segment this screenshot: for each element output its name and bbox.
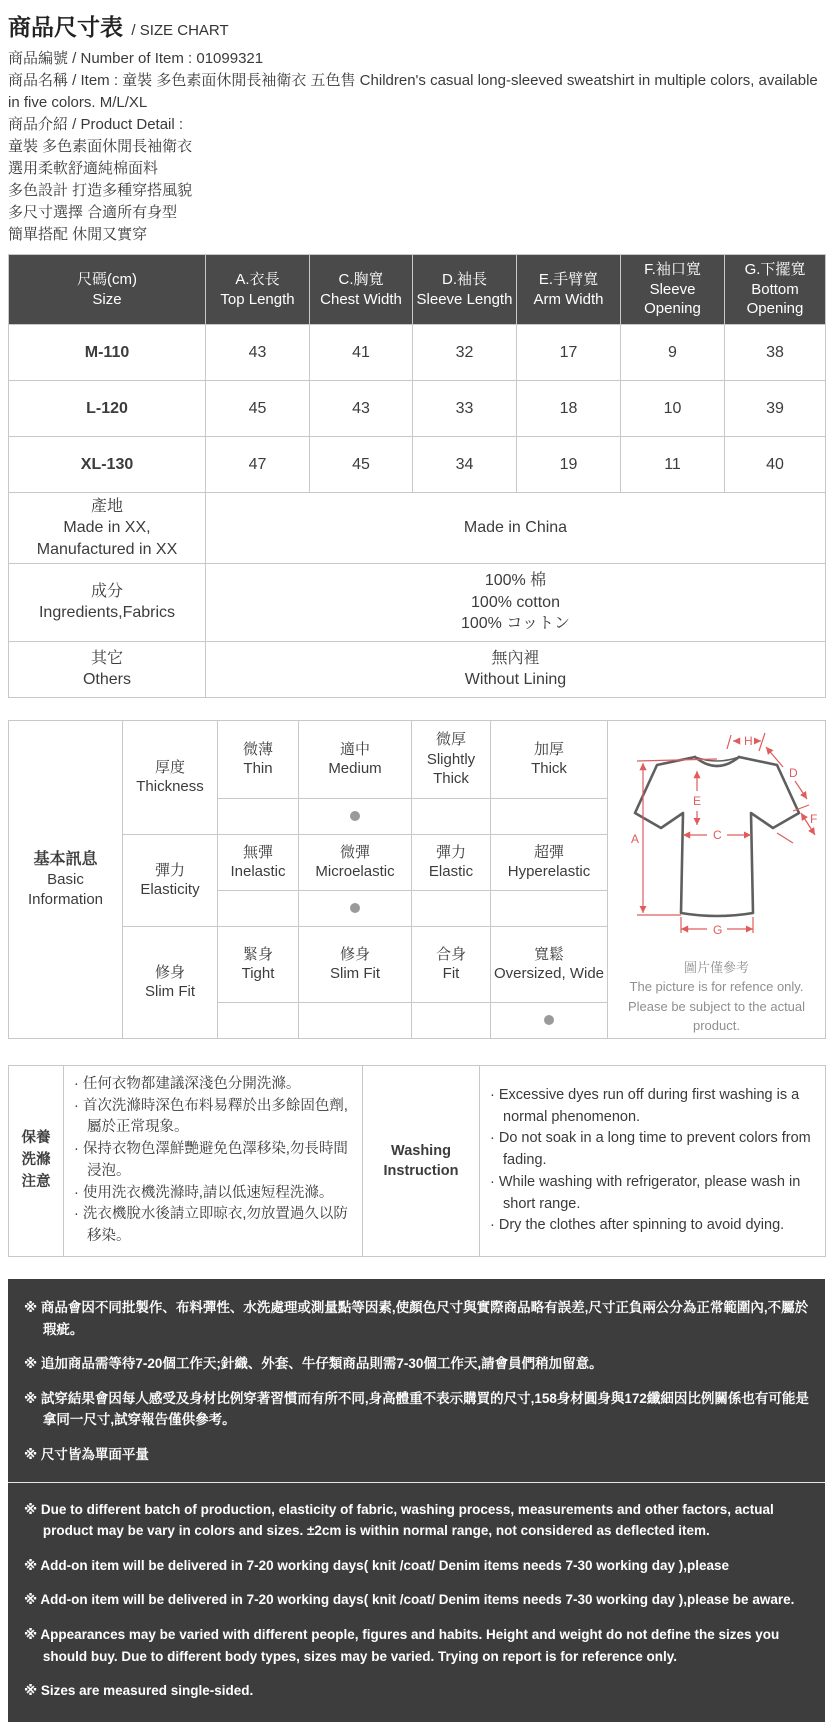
tshirt-measure-diagram [608, 720, 826, 1038]
others-row [9, 641, 826, 697]
header-block [8, 14, 825, 246]
size-value-cell: 18 [517, 381, 621, 437]
option-cell: 彈力 Elastic [412, 834, 491, 890]
marker-cell [412, 890, 491, 926]
option-cell: 修身 Slim Fit [299, 926, 412, 1002]
elasticity-label: 彈力 Elasticity [123, 834, 218, 926]
marker-cell [491, 890, 608, 926]
washing-note: · Do not soak in a long time to prevent colors from fading. [490, 1128, 819, 1172]
size-col-header: C.胸寬 Chest Width [310, 255, 413, 325]
item-number-line: 商品編號 / Number of Item : 01099321 [8, 49, 264, 67]
footer-note-zh: ※ 追加商品需等待7-20個工作天;針織、外套、牛仔類商品則需7-30個工作天,請會員們稍加留意。 [24, 1356, 603, 1372]
product-detail-line: 多色設計 打造多種穿搭風貌 [8, 181, 193, 199]
selected-dot [350, 903, 360, 913]
size-value-cell: 43 [310, 381, 413, 437]
size-value-cell: 38 [725, 325, 826, 381]
others-label: 其它 Others [9, 641, 206, 697]
svg-text:E: E [692, 793, 701, 808]
option-cell: 微薄 Thin [218, 720, 299, 798]
fabric-value: 100% 棉 100% cotton 100% コットン [206, 564, 826, 642]
size-value-cell: 43 [206, 325, 310, 381]
option-cell: 寬鬆 Oversized, Wide [491, 926, 608, 1002]
marker-cell [412, 1002, 491, 1038]
product-detail-line: 多尺寸選擇 合適所有身型 [8, 203, 178, 221]
option-cell: 微厚 Slightly Thick [412, 720, 491, 798]
washing-note: · 保持衣物色澤鮮艷避免色澤移染,勿長時間浸泡。 [74, 1139, 356, 1183]
washing-note: · Dry the clothes after spinning to avoid dying. [490, 1215, 819, 1237]
size-col-header: D.袖長 Sleeve Length [413, 255, 517, 325]
footer-note-en: ※ Add-on item will be delivered in 7-20 working days( knit /coat/ Denim items needs 7-30 working day ),please [24, 1557, 730, 1573]
size-row-l-120 [9, 381, 826, 437]
footer-note-zh: ※ 商品會因不同批製作、布料彈性、水洗處理或測量點等因素,使顏色尺寸與實際商品略有誤差,尺寸正負兩公分為正常範圍內,不屬於瑕疵。 [24, 1299, 809, 1337]
basic-info-table [8, 720, 826, 1039]
fabric-label: 成分 Ingredients,Fabrics [9, 564, 206, 642]
fabric-row [9, 564, 826, 642]
size-value-cell: 9 [621, 325, 725, 381]
fit-label: 修身 Slim Fit [123, 926, 218, 1038]
option-cell: 超彈 Hyperelastic [491, 834, 608, 890]
marker-cell [218, 798, 299, 834]
svg-text:G: G [712, 922, 722, 937]
size-col-header: G.下擺寬 Bottom Opening [725, 255, 826, 325]
size-col-header: E.手臂寬 Arm Width [517, 255, 621, 325]
washing-row [9, 1065, 826, 1256]
marker-cell-selected [299, 798, 412, 834]
page-title-en: / SIZE CHART [131, 22, 229, 39]
marker-cell [491, 798, 608, 834]
svg-text:A: A [630, 831, 639, 846]
svg-text:C: C [712, 827, 722, 842]
size-name-cell: L-120 [9, 381, 206, 437]
washing-notes-en [480, 1065, 826, 1256]
option-cell: 緊身 Tight [218, 926, 299, 1002]
thickness-label: 厚度 Thickness [123, 720, 218, 834]
size-col-header: F.袖口寬 Sleeve Opening [621, 255, 725, 325]
size-table-header-row [9, 255, 826, 325]
size-col-header: 尺碼(cm) Size [9, 255, 206, 325]
option-cell: 微彈 Microelastic [299, 834, 412, 890]
washing-note: · 首次洗滌時深色布料易釋於出多餘固色劑,屬於正常現象。 [74, 1096, 356, 1140]
selected-dot [350, 811, 360, 821]
svg-text:D: D [788, 765, 798, 780]
product-detail-line: 選用柔軟舒適純棉面料 [8, 159, 159, 177]
size-value-cell: 47 [206, 437, 310, 493]
page-title [8, 14, 825, 42]
size-value-cell: 19 [517, 437, 621, 493]
size-table [8, 254, 826, 698]
marker-cell [299, 1002, 412, 1038]
size-value-cell: 10 [621, 381, 725, 437]
washing-instruction-title: Washing Instruction [363, 1065, 480, 1256]
size-value-cell: 40 [725, 437, 826, 493]
washing-note: · 使用洗衣機洗滌時,請以低速短程洗滌。 [74, 1183, 356, 1205]
item-name-line: 商品名稱 / Item : 童裝 多色素面休閒長袖衛衣 五色售 Children's casual long-sleeved sweatshirt in multiple colors, available in five colors. M/L/XL [8, 71, 818, 111]
washing-note: · While washing with refrigerator, please wash in short range. [490, 1172, 819, 1216]
origin-row [9, 493, 826, 564]
diagram-caption: 圖片僅參考 The picture is for refence only. Please be subject to the actual product. [627, 959, 806, 1034]
footer-note-zh: ※ 尺寸皆為單面平量 [24, 1446, 149, 1462]
size-value-cell: 39 [725, 381, 826, 437]
basic-info-title: 基本訊息 Basic Information [9, 720, 123, 1038]
size-col-header: A.衣長 Top Length [206, 255, 310, 325]
page-title-zh: 商品尺寸表 [8, 14, 123, 40]
size-value-cell: 34 [413, 437, 517, 493]
size-value-cell: 33 [413, 381, 517, 437]
svg-text:H: H [743, 733, 753, 748]
product-detail-label: 商品介紹 / Product Detail : [8, 115, 184, 133]
thickness-options-row [9, 720, 826, 798]
marker-cell-selected [491, 1002, 608, 1038]
size-value-cell: 45 [206, 381, 310, 437]
washing-notes-zh [64, 1065, 363, 1256]
tshirt-diagram-svg [617, 723, 817, 948]
size-value-cell: 41 [310, 325, 413, 381]
footer-note-en: ※ Due to different batch of production, elasticity of fabric, washing process, measurements and other factors, actual product may be vary in colors and sizes. ±2cm is within normal range, not considered as deflected item. [24, 1501, 774, 1539]
footer-note-en: ※ Appearances may be varied with different people, figures and habits. Height and weight do not define the sizes you should buy. Due to different body types, sizes may be varied. Trying on report is for reference only. [24, 1626, 780, 1664]
others-value: 無內裡 Without Lining [206, 641, 826, 697]
footer-divider [8, 1482, 825, 1483]
footer-notes [8, 1279, 825, 1722]
product-detail-line: 簡單搭配 休閒又實穿 [8, 225, 148, 243]
size-row-m-110 [9, 325, 826, 381]
size-name-cell: XL-130 [9, 437, 206, 493]
marker-cell [412, 798, 491, 834]
product-detail-line: 童裝 多色素面休閒長袖衛衣 [8, 137, 193, 155]
origin-label: 產地 Made in XX, Manufactured in XX [9, 493, 206, 564]
footer-note-zh: ※ 試穿結果會因每人感受及身材比例穿著習慣而有所不同,身高體重不表示購買的尺寸,158身材圓身與172纖細因比例關係也有可能是拿同一尺寸,試穿報告僅供參考。 [24, 1390, 809, 1428]
option-cell: 合身 Fit [412, 926, 491, 1002]
washing-table [8, 1065, 826, 1257]
footer-note-en: ※ Add-on item will be delivered in 7-20 working days( knit /coat/ Denim items needs 7-30 working day ),please be aware. [24, 1592, 795, 1608]
size-value-cell: 32 [413, 325, 517, 381]
origin-value: Made in China [206, 493, 826, 564]
svg-text:F: F [809, 811, 817, 826]
washing-care-label: 保養 洗滌 注意 [9, 1065, 64, 1256]
marker-cell-selected [299, 890, 412, 926]
washing-note: · 洗衣機脫水後請立即晾衣,勿放置過久以防移染。 [74, 1204, 356, 1248]
size-row-xl-130 [9, 437, 826, 493]
size-value-cell: 17 [517, 325, 621, 381]
marker-cell [218, 1002, 299, 1038]
footer-note-en: ※ Sizes are measured single-sided. [24, 1683, 254, 1699]
selected-dot [544, 1015, 554, 1025]
option-cell: 適中 Medium [299, 720, 412, 798]
washing-note: · Excessive dyes run off during first washing is a normal phenomenon. [490, 1085, 819, 1129]
option-cell: 無彈 Inelastic [218, 834, 299, 890]
size-name-cell: M-110 [9, 325, 206, 381]
washing-note: · 任何衣物都建議深淺色分開洗滌。 [74, 1074, 356, 1096]
marker-cell [218, 890, 299, 926]
option-cell: 加厚 Thick [491, 720, 608, 798]
size-value-cell: 45 [310, 437, 413, 493]
size-value-cell: 11 [621, 437, 725, 493]
